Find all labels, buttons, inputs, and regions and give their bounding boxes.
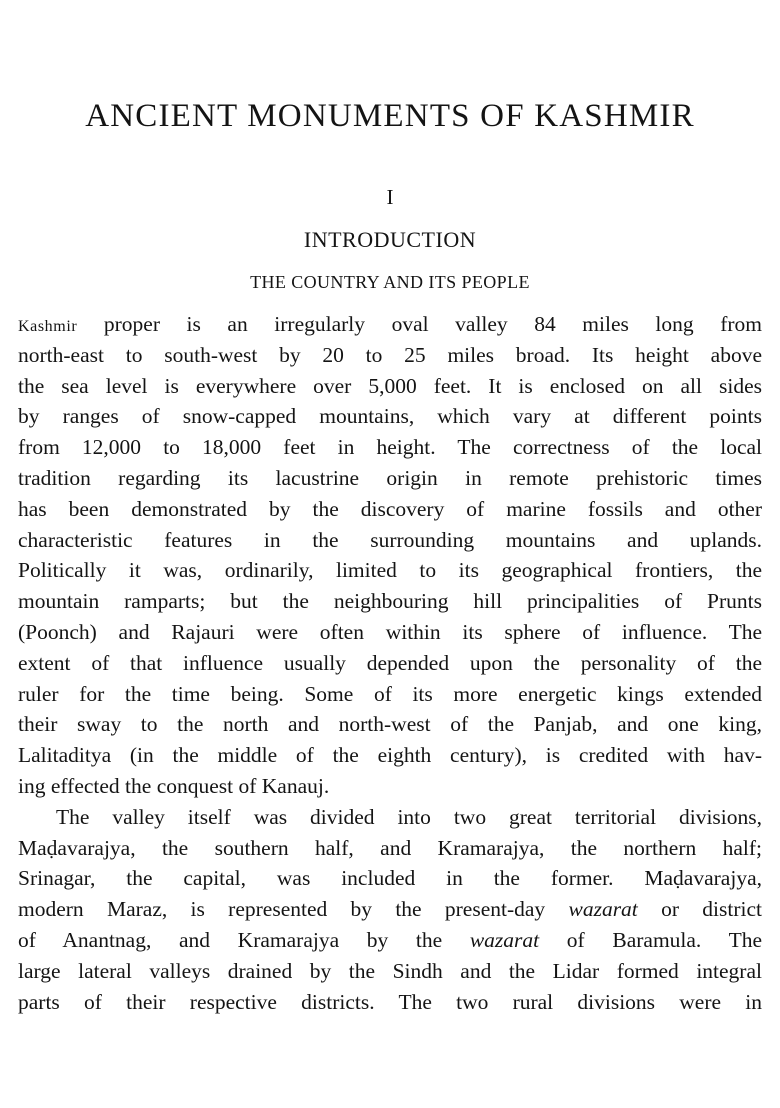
chapter-title: INTRODUCTION <box>303 227 477 252</box>
paragraph-1-line <box>18 309 762 340</box>
paragraph-1-line: mountain ramparts; but the neighbouring hill principalities of Prunts <box>18 589 762 614</box>
paragraph-2-line <box>18 894 762 925</box>
paragraph-1-line: from 12,000 to 18,000 feet in height. The correctness of the local <box>18 435 762 460</box>
paragraph-2-line: Srinagar, the capital, was included in the former. Maḍavarajya, <box>18 866 762 891</box>
italic-term-wazarat: wazarat <box>469 927 540 952</box>
paragraph-1-line: characteristic features in the surrounding mountains and uplands. <box>18 527 762 552</box>
book-title: ANCIENT MONUMENTS OF KASHMIR <box>85 98 695 134</box>
paragraph-1-line: tradition regarding its lacustrine origin in remote prehistoric times <box>18 465 762 490</box>
line-segment: of Anantnag, and Kramarajya by the <box>18 927 470 952</box>
line-segment: or district <box>637 897 763 922</box>
paragraph-1-line: their sway to the north and north-west of the Panjab, and one king, <box>18 712 762 737</box>
paragraph-1-line: Politically it was, ordinarily, limited to its geographical frontiers, the <box>18 558 762 583</box>
paragraph-1-line: has been demonstrated by the discovery of marine fossils and other <box>18 496 762 521</box>
paragraph-2-line <box>18 925 762 956</box>
paragraph-1-line: Lalitaditya (in the middle of the eighth century), is credited with hav- <box>18 743 762 768</box>
dropword-small-caps: Kashmir <box>18 318 78 335</box>
paragraph-1-line-1-text: proper is an irregularly oval valley 84 miles long from <box>77 312 762 336</box>
paragraph-2-line: parts of their respective districts. The two rural divisions were in <box>18 989 762 1014</box>
paragraph-1-line: by ranges of snow-capped mountains, which vary at different points <box>18 404 762 429</box>
line-segment: of Baramula. The <box>539 927 762 952</box>
paragraph-1-line: ing effected the conquest of Kanauj. <box>18 773 330 798</box>
chapter-number: I <box>386 185 394 209</box>
paragraph-1-line: extent of that influence usually depended upon the personality of the <box>18 650 762 675</box>
paragraph-2-line: The valley itself was divided into two great territorial divisions, <box>56 804 762 829</box>
paragraph-1-line: (Poonch) and Rajauri were often within its sphere of influence. The <box>18 619 762 644</box>
line-segment: modern Maraz, is represented by the present-day <box>18 897 569 922</box>
italic-term-wazarat: wazarat <box>568 897 638 922</box>
paragraph-1-line: north-east to south-west by 20 to 25 miles broad. Its height above <box>18 342 762 367</box>
paragraph-2-line: Maḍavarajya, the southern half, and Kramarajya, the northern half; <box>18 835 762 860</box>
section-title: THE COUNTRY AND ITS PEOPLE <box>250 272 530 292</box>
paragraph-1-line: ruler for the time being. Some of its more energetic kings extended <box>18 681 762 706</box>
paragraph-2-line: large lateral valleys drained by the Sindh and the Lidar formed integral <box>18 958 762 983</box>
body-text <box>18 309 762 1017</box>
paragraph-1-line: the sea level is everywhere over 5,000 feet. It is enclosed on all sides <box>18 373 762 398</box>
